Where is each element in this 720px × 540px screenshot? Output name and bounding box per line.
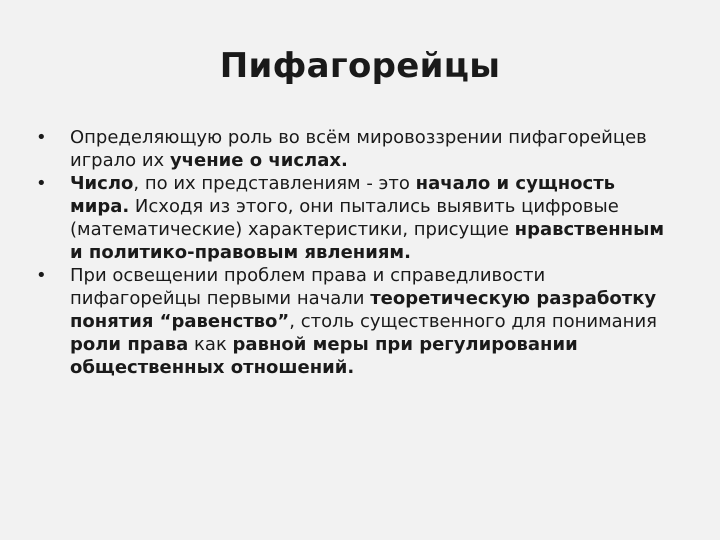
- bullet-marker-icon: •: [36, 127, 47, 148]
- bullet-text-bold: начало и сущность мира.: [70, 173, 616, 217]
- bullet-list: [36, 126, 676, 379]
- bullet-text-bold: роли права: [70, 334, 189, 355]
- bullet-item: [36, 264, 676, 379]
- bullet-text-bold: Число: [70, 173, 134, 194]
- bullet-text-regular: как: [188, 334, 233, 355]
- bullet-text-bold: нравственным и политико-правовым явлениям.: [70, 219, 665, 263]
- bullet-text-regular: , столь существенного для понимания: [289, 311, 657, 332]
- bullet-text-regular: Определяющую роль во всём мировоззрении пифагорейцев играло их: [70, 127, 647, 171]
- bullet-text-bold: учение о числах.: [169, 150, 348, 171]
- bullet-item: [36, 172, 676, 264]
- bullet-text-bold: теоретическую разработку понятия “равенство”: [70, 288, 657, 332]
- bullet-text-bold: равной меры при регулировании общественных отношений.: [70, 334, 578, 378]
- bullet-text-regular: При освещении проблем права и справедливости пифагорейцы первыми начали: [70, 265, 546, 309]
- slide-title: Пифагорейцы: [219, 46, 501, 86]
- bullet-text-regular: , по их представлениям - это: [133, 173, 416, 194]
- bullet-marker-icon: •: [36, 173, 47, 194]
- bullet-text-regular: Исходя из этого, они пытались выявить цифровые (математические) характеристики, присущие: [70, 196, 619, 240]
- bullet-marker-icon: •: [36, 265, 47, 286]
- bullet-item: [36, 126, 676, 172]
